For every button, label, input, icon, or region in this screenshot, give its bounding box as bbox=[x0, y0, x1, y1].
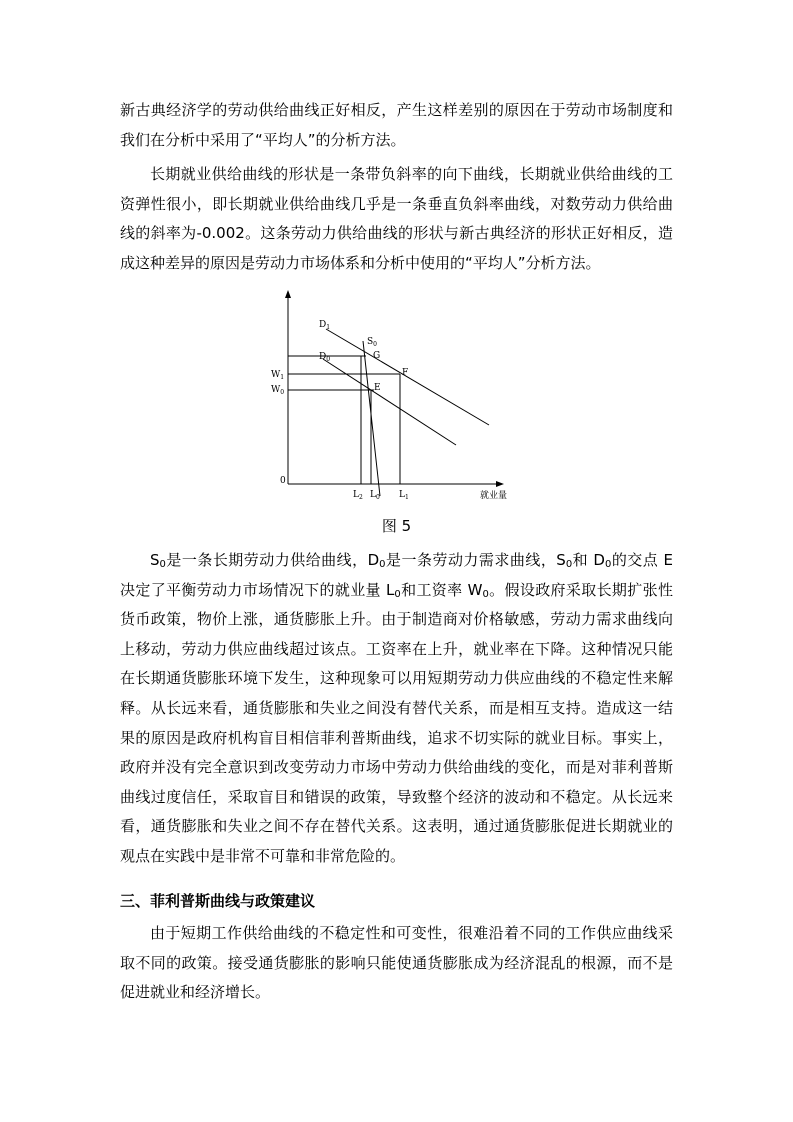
y-axis-arrow bbox=[285, 290, 291, 298]
label-l2: $L_2$ bbox=[353, 490, 363, 501]
label-w0: $W_0$ bbox=[271, 385, 285, 396]
sub-d0-2: 0 bbox=[604, 559, 612, 570]
sub-s0: 0 bbox=[159, 559, 166, 570]
p3-text-6: 。假设政府采取长期扩张性货币政策，物价上涨，通货膨胀上升。由于制造商对价格敏感，劳动力需求曲线向上移动，劳动力供应曲线超过该点。工资率在上升，就业率在下降。这种情况只能在长期通货膨胀环境下发生，这种现象可以用短期劳动力供应曲线的不稳定性来解释。从长远来看，通货膨胀和失业之间没有替代关系，而是相互支持。造成这一结果的原因是政府机构盲目相信菲利普斯曲线，追求不切实际的就业目标。事实上，政府并没有完全意识到改变劳动力市场中劳动力供给曲线的变化，而是对菲利普斯曲线过度信任，采取盲目和错误的政策，导致整个经济的波动和不稳定。从长远来看，通货膨胀和失业之间不存在替代关系。这表明，通过通货膨胀促进长期就业的观点在实践中是非常不可靠和非常危险的。 bbox=[120, 580, 673, 865]
symbol-s0: S bbox=[150, 551, 160, 569]
sub-s0-2: 0 bbox=[565, 559, 573, 570]
label-l0: $L_0$ bbox=[370, 490, 380, 501]
label-x-axis: 就业量 bbox=[480, 491, 508, 501]
paragraph-1 bbox=[120, 96, 673, 155]
sub-w0: 0 bbox=[482, 588, 489, 600]
label-g: G bbox=[373, 351, 381, 361]
figure-caption: 图 5 bbox=[381, 517, 412, 535]
sub-d0: 0 bbox=[379, 559, 386, 570]
label-w1: $W_1$ bbox=[271, 370, 285, 381]
p3-text-1: 是一条长期劳动力供给曲线，D bbox=[165, 551, 380, 569]
section-heading: 三、菲利普斯曲线与政策建议 bbox=[120, 892, 316, 910]
labor-market-figure bbox=[268, 284, 508, 506]
label-f: F bbox=[402, 368, 409, 378]
paragraph-4 bbox=[120, 919, 673, 1008]
x-axis-arrow bbox=[496, 481, 504, 487]
paragraph-4-text: 由于短期工作供给曲线的不稳定性和可变性，很难沿着不同的工作供应曲线采取不同的政策。接受通货膨胀的影响只能使通货膨胀成为经济混乱的根源，而不是促进就业和经济增长。 bbox=[120, 924, 673, 1002]
p3-text-3: 和 D bbox=[572, 551, 605, 569]
label-d0: $D_0$ bbox=[319, 352, 331, 363]
p3-text-5: 和工资率 W bbox=[400, 580, 483, 599]
paragraph-2-text: 长期就业供给曲线的形状是一条带负斜率的向下曲线，长期就业供给曲线的工资弹性很小，即长期就业供给曲线几乎是一条垂直负斜率曲线，对数劳动力供给曲线的斜率为-0.002。这条劳动力供给曲线的形状与新古典经济的形状正好相反，造成这种差异的原因是劳动力市场体系和分析中使用的“平均人”分析方法。 bbox=[120, 165, 673, 272]
p3-text-4: 的交点 E 决定了平衡劳动力市场情况下的就业量 L bbox=[120, 551, 673, 599]
label-d1: $D_1$ bbox=[319, 320, 331, 331]
p3-text-2: 是一条劳动力需求曲线，S bbox=[385, 551, 566, 569]
label-l1: $L_1$ bbox=[399, 490, 409, 501]
label-e: E bbox=[374, 383, 381, 393]
sub-l0: 0 bbox=[394, 588, 401, 600]
paragraph-3 bbox=[120, 546, 673, 872]
label-origin: 0 bbox=[280, 476, 286, 486]
paragraph-2 bbox=[120, 160, 673, 278]
paragraph-1-text: 新古典经济学的劳动供给曲线正好相反，产生这样差别的原因在于劳动市场制度和我们在分析中采用了“平均人”的分析方法。 bbox=[120, 101, 673, 149]
label-s0: $S_0$ bbox=[367, 337, 377, 348]
demand-curve-d0 bbox=[323, 359, 456, 445]
